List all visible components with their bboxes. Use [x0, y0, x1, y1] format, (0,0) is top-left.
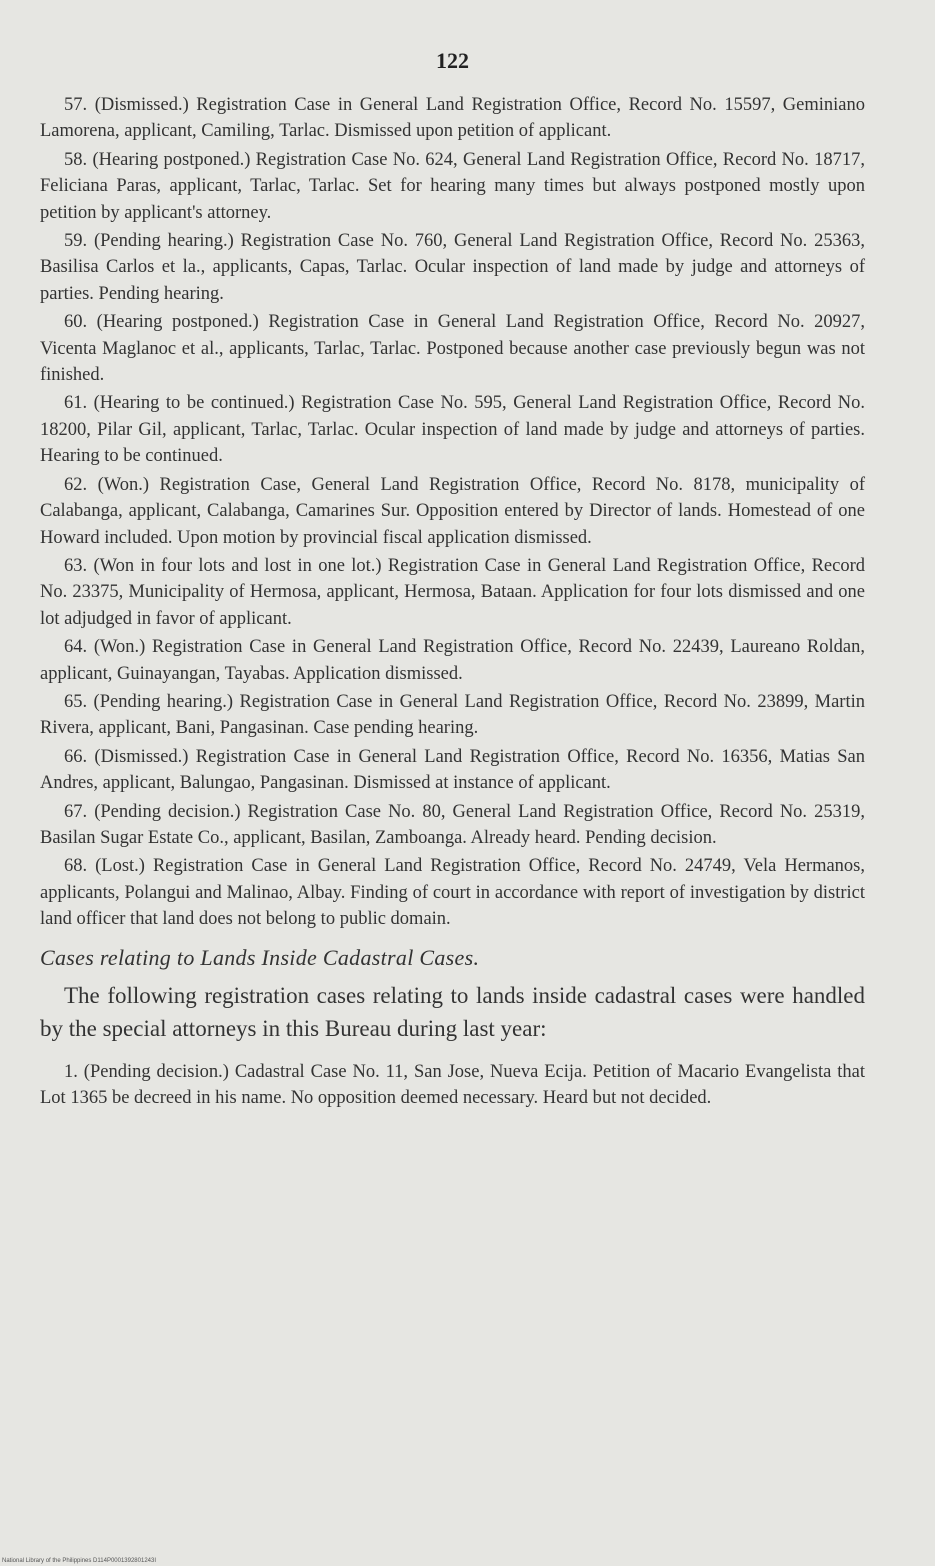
entry-64: 64. (Won.) Registration Case in General Land Registration Office, Record No. 22439, Laureano Roldan, applicant, Guinayangan, Tayabas. Application dismissed. [40, 637, 865, 684]
cadastral-entry-1: 1. (Pending decision.) Cadastral Case No. 11, San Jose, Nueva Ecija. Petition of Macario Evangelista that Lot 1365 be decreed in his name. No opposition deemed necessary. Heard but not decided. [40, 1061, 865, 1108]
entry-67: 67. (Pending decision.) Registration Case No. 80, General Land Registration Office, Record No. 25319, Basilan Sugar Estate Co., applicant, Basilan, Zamboanga. Already heard. Pending decision. [40, 801, 865, 848]
entries-list [40, 92, 865, 933]
entry-65: 65. (Pending hearing.) Registration Case in General Land Registration Office, Record No. 23899, Martin Rivera, applicant, Bani, Pangasinan. Case pending hearing. [40, 691, 865, 739]
section-intro: The following registration cases relating to lands inside cadastral cases were handled by the special attorneys in this Bureau during last year: [40, 982, 865, 1041]
entry-63: 63. (Won in four lots and lost in one lot.) Registration Case in General Land Registration Office, Record No. 23375, Municipality of Hermosa, applicant, Hermosa, Bataan. Application for four lots dismissed and one lot adjudged in favor of applicant. [40, 555, 865, 629]
entry-61: 61. (Hearing to be continued.) Registration Case No. 595, General Land Registration Office, Record No. 18200, Pilar Gil, applicant, Tarlac, Tarlac. Ocular inspection of land made by judge and attorneys of parties. Hearing to be continued. [40, 393, 865, 467]
entry-57: 57. (Dismissed.) Registration Case in General Land Registration Office, Record No. 15597, Geminiano Lamorena, applicant, Camiling, Tarlac. Dismissed upon petition of applicant. [40, 95, 865, 142]
entry-58: 58. (Hearing postponed.) Registration Case No. 624, General Land Registration Office, Record No. 18717, Feliciana Paras, applicant, Tarlac, Tarlac. Set for hearing many times but always postponed mostly upon petition by applicant's attorney. [40, 149, 865, 223]
page-number: 122 [436, 48, 469, 73]
entry-59: 59. (Pending hearing.) Registration Case No. 760, General Land Registration Office, Record No. 25363, Basilisa Carlos et la., applicants, Capas, Tarlac. Ocular inspection of land made by judge and attorneys of parties. Pending hearing. [40, 231, 865, 304]
entry-60: 60. (Hearing postponed.) Registration Case in General Land Registration Office, Record No. 20927, Vicenta Maglanoc et al., applicants, Tarlac, Tarlac. Postponed because another case previously begun was not finished. [40, 312, 865, 386]
section-subheading: Cases relating to Lands Inside Cadastral Cases. [40, 944, 480, 970]
entry-66: 66. (Dismissed.) Registration Case in General Land Registration Office, Record No. 16356, Matias San Andres, applicant, Balungao, Pangasinan. Dismissed at instance of applicant. [40, 746, 865, 794]
entry-62: 62. (Won.) Registration Case, General Land Registration Office, Record No. 8178, municipality of Calabanga, applicant, Calabanga, Camarines Sur. Opposition entered by Director of lands. Homestead of one Howard included. Upon motion by provincial fiscal application dismissed. [40, 474, 865, 548]
library-footer: National Library of the Philippines D114P0001392801243I [2, 1558, 156, 1564]
entry-68: 68. (Lost.) Registration Case in General Land Registration Office, Record No. 24749, Vela Hermanos, applicants, Polangui and Malinao, Albay. Finding of court in accordance with report of investigation by district land officer that land does not belong to public domain. [40, 856, 865, 930]
